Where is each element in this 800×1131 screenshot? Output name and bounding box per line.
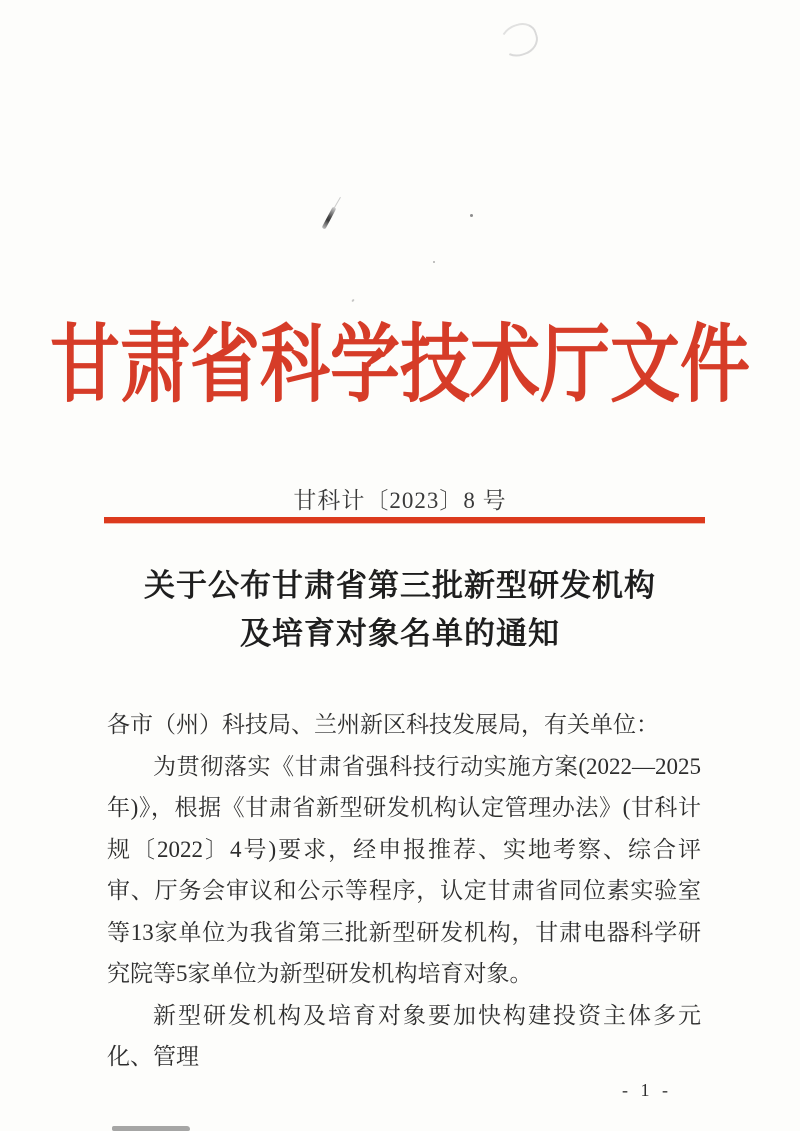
- scan-artifact-curve-mark: [496, 19, 542, 61]
- document-reference-number: 甘科计〔2023〕8 号: [293, 488, 507, 513]
- notice-title-line2: 及培育对象名单的通知: [240, 616, 560, 651]
- notice-title-line1: 关于公布甘肃省第三批新型研发机构: [144, 568, 656, 603]
- notice-title: [0, 562, 800, 658]
- red-separator-rule: [104, 517, 705, 523]
- document-body: [107, 704, 701, 1078]
- page-number: - 1 -: [622, 1080, 672, 1100]
- scan-artifact-speck: [470, 214, 473, 217]
- scan-artifact-bottom-smudge: [112, 1126, 190, 1131]
- agency-letterhead-title: 甘肃省科学技术厅文件: [50, 319, 750, 414]
- scan-artifact-speck: [433, 261, 435, 263]
- salutation-line: 各市（州）科技局、兰州新区科技发展局，有关单位：: [107, 712, 659, 737]
- body-paragraph-2: 新型研发机构及培育对象要加快构建投资主体多元化、管理: [107, 1002, 701, 1069]
- scan-artifact-pen-mark: [322, 206, 337, 229]
- body-paragraph-1: 为贯彻落实《甘肃省强科技行动实施方案(2022—2025年)》，根据《甘肃省新型研发机构认定管理办法》(甘科计规〔2022〕4号)要求，经申报推荐、实地考察、综合评审、厅务会审议和公示等程序，认定甘肃省同位素实验室等13家单位为我省第三批新型研发机构，甘肃电器科学研究院等5家单位为新型研发机构培育对象。: [107, 753, 701, 986]
